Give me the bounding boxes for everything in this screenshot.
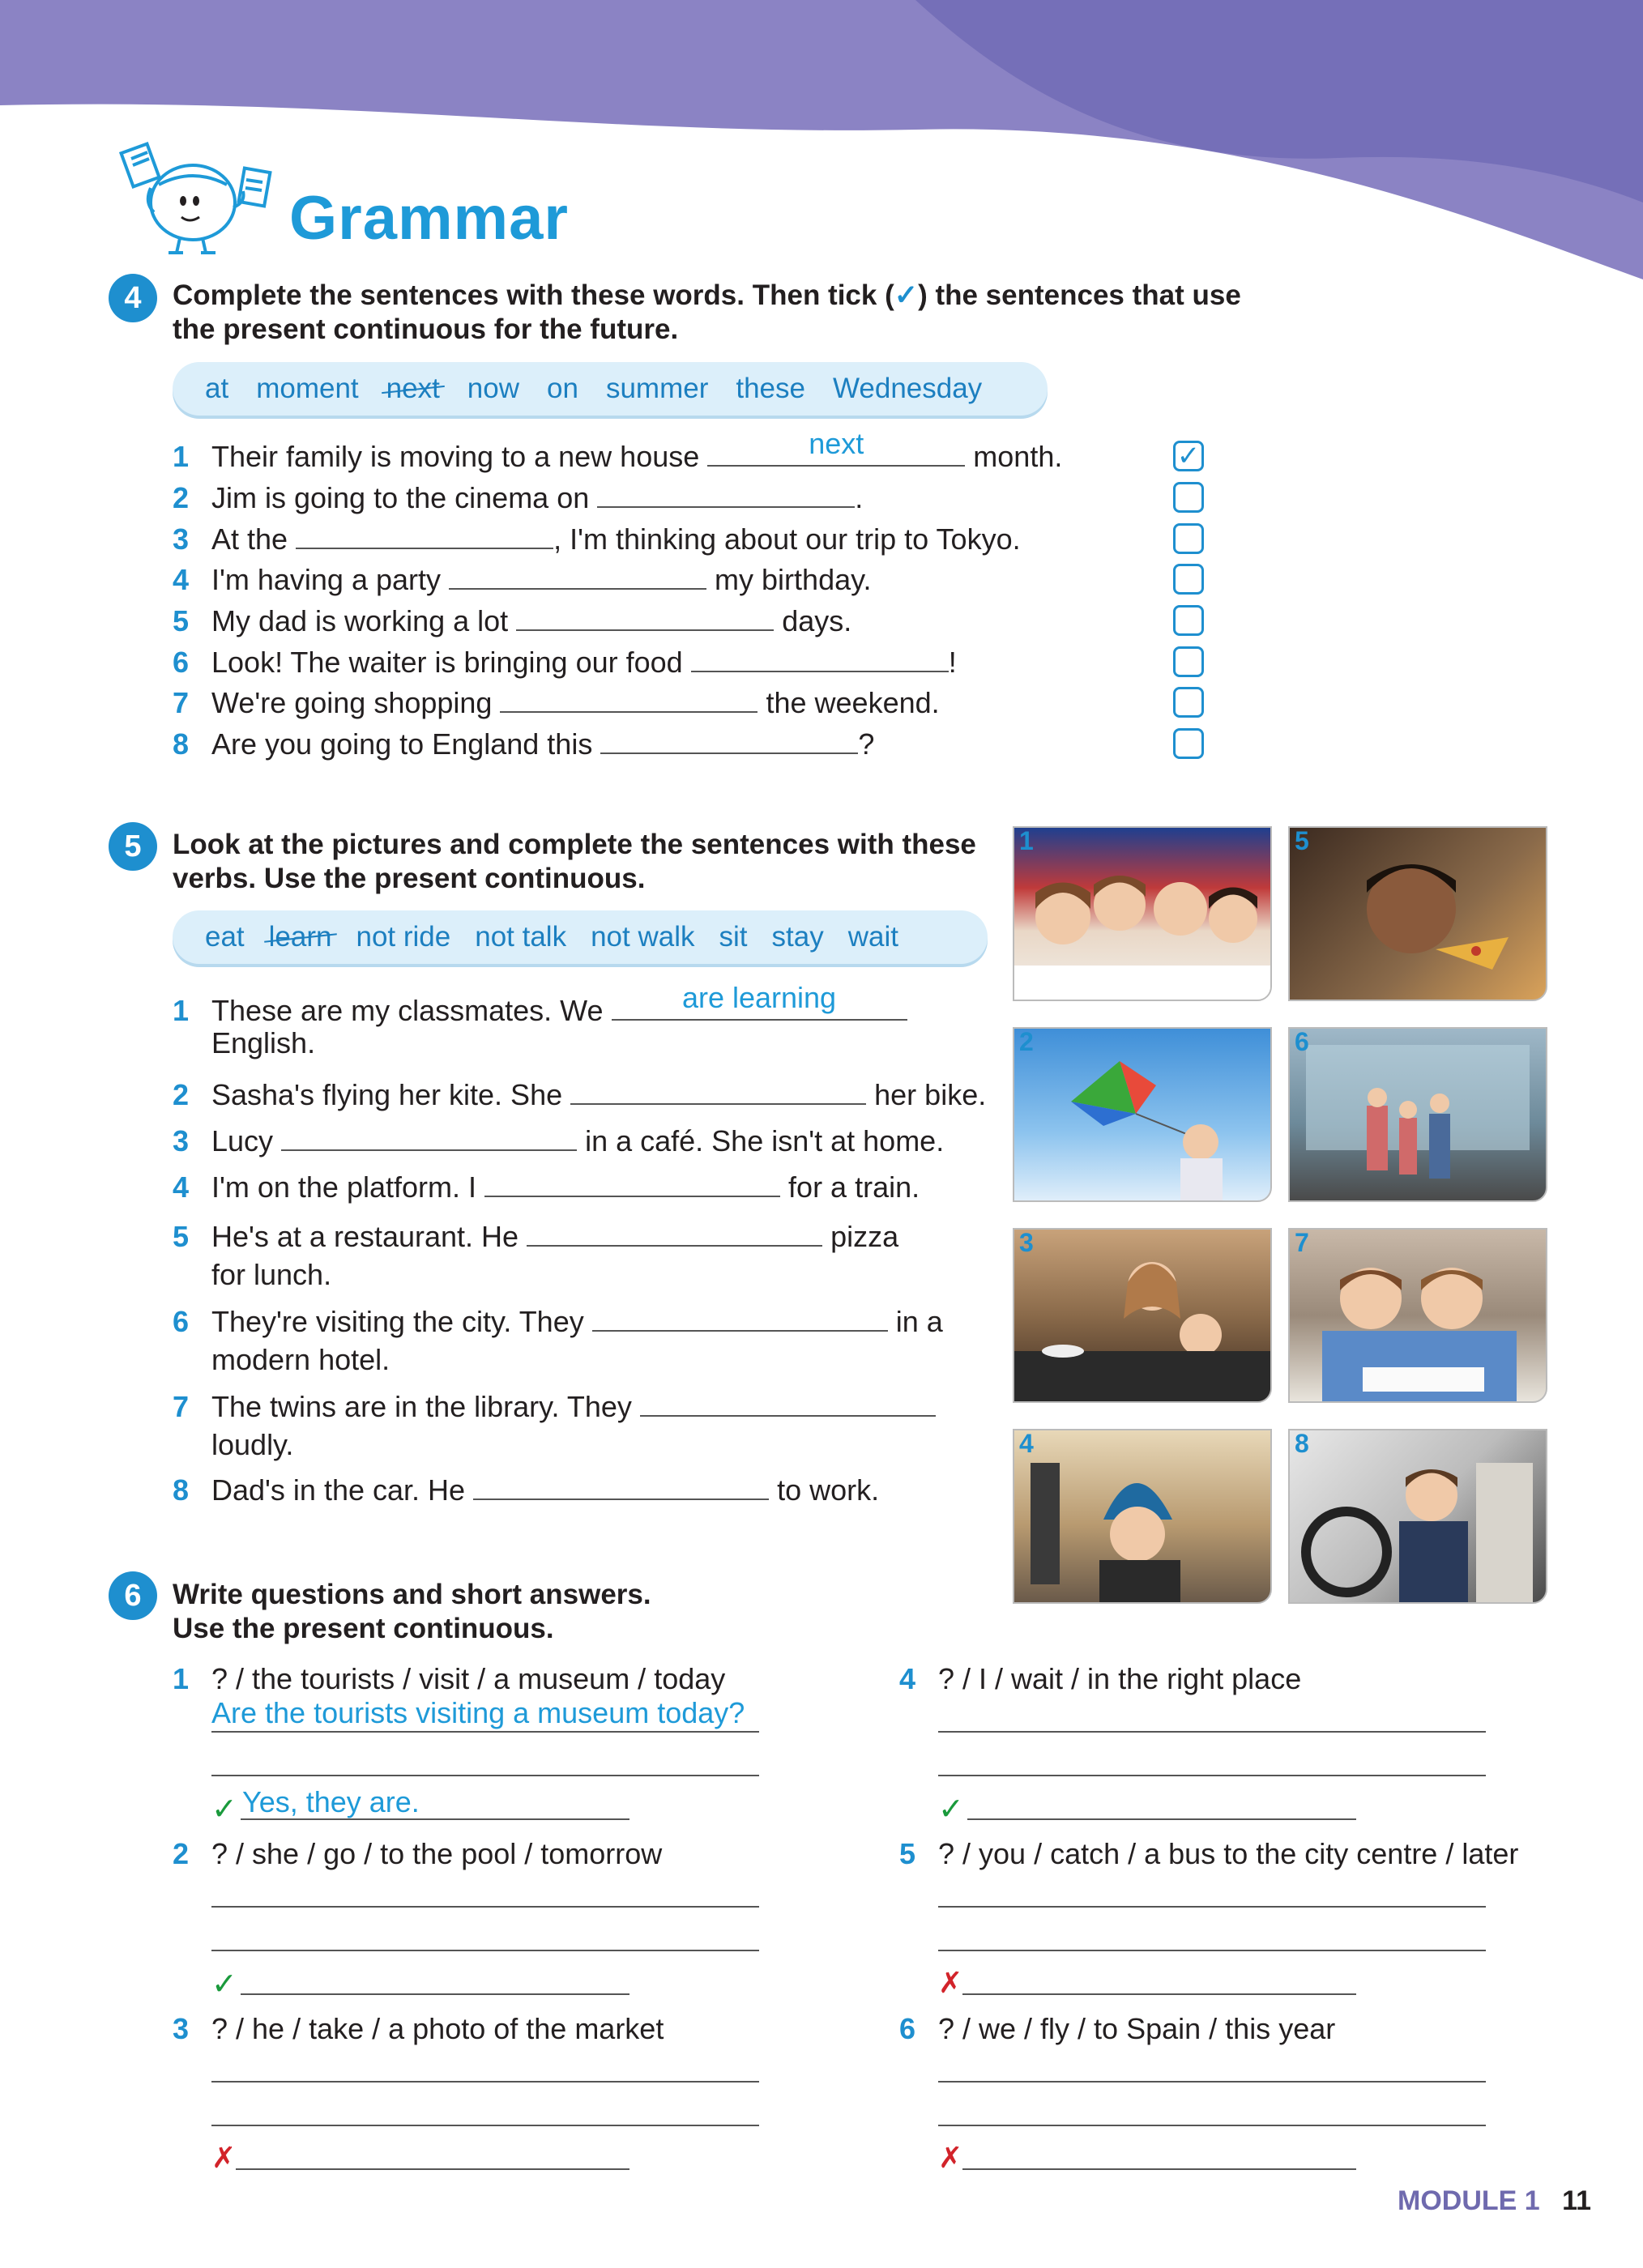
question-item [173, 1837, 663, 2002]
word-bank-item: summer [605, 373, 709, 404]
sentence-row [173, 1217, 898, 1294]
sentence-text: month. [973, 440, 1063, 473]
photo-classmates-learning [1013, 826, 1272, 1001]
answer-blank[interactable] [592, 1306, 888, 1332]
sentence-row [173, 564, 871, 596]
exercise-number-badge: 5 [109, 822, 157, 871]
answer-blank[interactable] [281, 1125, 577, 1151]
sentence-text: loudly. [211, 1428, 294, 1461]
answer-blank[interactable] [570, 1079, 866, 1105]
sentence-row [173, 646, 957, 679]
sentence-text: days. [782, 604, 852, 637]
word-bank-item: now [467, 373, 520, 404]
sentence-text: Dad's in the car. He [211, 1473, 466, 1507]
word-bank-item: Wednesday [832, 373, 983, 404]
sentence-row [173, 728, 874, 761]
writing-line[interactable] [211, 2081, 759, 2083]
writing-line[interactable] [211, 1775, 759, 1776]
exercise-instruction [173, 828, 976, 896]
item-number: 4 [173, 1170, 190, 1204]
sentence-text: in a [895, 1305, 943, 1338]
writing-line[interactable] [938, 2125, 1486, 2126]
check-icon: ✓ [1176, 441, 1201, 471]
writing-line[interactable] [211, 1731, 759, 1733]
item-number: 3 [173, 1124, 190, 1157]
writing-line[interactable] [938, 1906, 1486, 1908]
picture-number: 6 [1295, 1027, 1309, 1056]
item-number: 3 [173, 522, 190, 556]
answer-blank[interactable] [691, 646, 949, 672]
writing-line[interactable] [211, 2125, 759, 2126]
sentence-row [173, 1474, 879, 1507]
sentence-text: for a train. [788, 1170, 920, 1204]
sentence-text: At the [211, 522, 288, 556]
item-number: 2 [173, 1837, 190, 1870]
word-bank-item: stay [771, 921, 824, 953]
answer-blank[interactable] [612, 981, 907, 1021]
word-bank [173, 362, 1048, 416]
writing-line[interactable] [938, 1775, 1486, 1776]
prompt-text: ? / I / wait / in the right place [938, 1662, 1302, 1695]
question-item [899, 2012, 1336, 2174]
item-number: 8 [173, 1473, 190, 1507]
prompt-text: ? / the tourists / visit / a museum / today [211, 1662, 726, 1695]
answer-text: are learning [681, 981, 837, 1014]
sentence-text: Sasha's flying her kite. She [211, 1078, 563, 1111]
photo-girl-in-cafe [1013, 1228, 1272, 1403]
writing-line[interactable] [938, 2081, 1486, 2083]
question-prompt [173, 1838, 662, 1870]
tick-box-checked[interactable] [1173, 441, 1204, 471]
sentence-text: Their family is moving to a new house [211, 440, 700, 473]
photo-boy-eating-pizza [1288, 826, 1547, 1001]
sentence-text: I'm on the platform. I [211, 1170, 477, 1204]
sentence-text: for lunch. [211, 1258, 332, 1291]
photo-dad-driving-car [1288, 1429, 1547, 1604]
check-icon: ✓ [938, 1793, 964, 1827]
sentence-text: These are my classmates. We [211, 994, 604, 1027]
word-bank-item: sit [719, 921, 748, 953]
sentence-text: her bike. [874, 1078, 987, 1111]
word-bank-item: on [547, 373, 578, 404]
short-answer-text: Yes, they are. [242, 1785, 420, 1818]
question-item [899, 1662, 1302, 1827]
answer-blank[interactable] [640, 1391, 936, 1417]
sentence-text: English. [211, 1026, 316, 1059]
item-number: 1 [173, 994, 190, 1027]
prompt-text: ? / you / catch / a bus to the city centre / later [938, 1837, 1519, 1870]
sentence-text: Look! The waiter is bringing our food [211, 646, 683, 679]
item-number: 5 [899, 1837, 916, 1870]
short-answer-line[interactable] [962, 1993, 1356, 1995]
tick-box[interactable] [1173, 646, 1204, 677]
item-number: 7 [173, 686, 190, 719]
picture-number: 2 [1019, 1027, 1034, 1056]
writing-line[interactable] [938, 1950, 1486, 1951]
prompt-text: ? / we / fly / to Spain / this year [938, 2012, 1336, 2045]
item-number: 8 [173, 727, 190, 761]
picture-number: 5 [1295, 826, 1309, 855]
question-prompt [899, 2013, 1335, 2045]
instruction-text: ) the sentences that use [918, 279, 1241, 311]
answer-blank[interactable] [484, 1171, 780, 1197]
sentence-row [173, 523, 1021, 556]
photo-girl-flying-kite [1013, 1027, 1272, 1202]
word-bank-item: not walk [591, 921, 695, 953]
sentence-row [173, 1388, 936, 1464]
word-bank-item: moment [256, 373, 359, 404]
prompt-text: ? / he / take / a photo of the market [211, 2012, 664, 2045]
sentence-text: I'm having a party [211, 563, 442, 596]
sentence-row [173, 605, 851, 637]
check-icon: ✓ [211, 1793, 237, 1827]
exercise-number-badge: 6 [109, 1571, 157, 1620]
sentence-text: Are you going to England this [211, 727, 593, 761]
cross-icon: ✗ [211, 2141, 237, 2174]
tick-glyph: ✓ [894, 279, 919, 311]
word-bank-item: wait [847, 921, 898, 953]
word-bank-item: these [736, 373, 805, 404]
sentence-text: The twins are in the library. They [211, 1390, 632, 1423]
sentence-text: to work. [777, 1473, 880, 1507]
exercise-number-badge: 4 [109, 274, 157, 322]
sentence-row [173, 1125, 944, 1157]
sentence-text: . [855, 481, 864, 514]
sentence-text: ? [858, 727, 875, 761]
cross-icon: ✗ [938, 1966, 963, 1999]
item-number: 3 [173, 2012, 190, 2045]
prompt-text: ? / she / go / to the pool / tomorrow [211, 1837, 663, 1870]
item-number: 4 [173, 563, 190, 596]
sentence-row [173, 1302, 943, 1379]
instruction-text: Use the present continuous. [173, 1613, 554, 1644]
item-number: 7 [173, 1390, 190, 1423]
tick-box[interactable] [1173, 564, 1204, 595]
sentence-text: the weekend. [766, 686, 940, 719]
answer-blank[interactable] [500, 687, 757, 713]
word-bank-item: eat [205, 921, 245, 953]
sentence-text: , I'm thinking about our trip to Tokyo. [553, 522, 1021, 556]
short-answer-line[interactable] [236, 2168, 629, 2170]
sentence-text: We're going shopping [211, 686, 493, 719]
answer-blank[interactable] [527, 1221, 822, 1247]
photo-family-at-hotel [1288, 1027, 1547, 1202]
picture-number: 1 [1019, 826, 1034, 855]
cross-icon: ✗ [938, 2141, 963, 2174]
photo-twins-in-library [1288, 1228, 1547, 1403]
answer-blank[interactable] [296, 523, 553, 549]
exercise-instruction [173, 279, 1241, 347]
sentence-text: in a café. She isn't at home. [585, 1124, 945, 1157]
question-item [173, 2012, 664, 2174]
question-prompt [173, 2013, 664, 2045]
question-prompt [173, 1663, 725, 1695]
exercise-instruction [173, 1578, 651, 1646]
sentence-text: Jim is going to the cinema on [211, 481, 590, 514]
answer-blank[interactable] [473, 1474, 769, 1500]
writing-line[interactable] [211, 1906, 759, 1908]
writing-line[interactable] [938, 1731, 1486, 1733]
check-icon: ✓ [211, 1967, 237, 2002]
question-item [899, 1837, 1519, 1999]
question-item [173, 1662, 745, 1827]
instruction-text: the present continuous for the future. [173, 313, 679, 345]
page-footer [1398, 2185, 1591, 2217]
short-answer-line[interactable] [241, 1818, 629, 1820]
tick-box[interactable] [1173, 728, 1204, 759]
word-bank-item: at [205, 373, 229, 404]
tick-box[interactable] [1173, 482, 1204, 513]
item-number: 6 [173, 646, 190, 679]
writing-line[interactable] [211, 1950, 759, 1951]
item-number: 5 [173, 604, 190, 637]
picture-number: 7 [1295, 1228, 1309, 1257]
picture-grid [1013, 826, 1556, 1604]
answer-blank[interactable] [449, 564, 706, 590]
module-label: MODULE 1 [1398, 2185, 1540, 2216]
short-answer-line[interactable] [962, 2168, 1356, 2170]
answer-blank[interactable] [597, 482, 855, 508]
item-number: 2 [173, 481, 190, 514]
sentence-text: ! [948, 646, 957, 679]
word-bank-item: not ride [356, 921, 451, 953]
page-title: Grammar [289, 184, 569, 253]
tick-box[interactable] [1173, 687, 1204, 718]
sentence-text: Lucy [211, 1124, 274, 1157]
instruction-text: Write questions and short answers. [173, 1579, 651, 1610]
sentence-text: He's at a restaurant. He [211, 1220, 519, 1253]
mascot-reading-icon [112, 138, 282, 259]
item-number: 5 [173, 1220, 190, 1253]
question-prompt [899, 1663, 1301, 1695]
tick-box[interactable] [1173, 523, 1204, 554]
photo-boy-on-platform [1013, 1429, 1272, 1604]
sentence-text: pizza [830, 1220, 899, 1253]
item-number: 1 [173, 1662, 190, 1695]
item-number: 4 [899, 1662, 916, 1695]
answer-blank[interactable] [707, 427, 965, 467]
item-number: 1 [173, 440, 190, 473]
instruction-text: Complete the sentences with these words. Then tick ( [173, 279, 894, 311]
picture-number: 8 [1295, 1429, 1309, 1458]
sentence-row [173, 482, 863, 514]
picture-number: 4 [1019, 1429, 1034, 1458]
word-bank-item: not talk [475, 921, 567, 953]
instruction-text: verbs. Use the present continuous. [173, 863, 646, 894]
item-number: 6 [899, 2012, 916, 2045]
sentence-row [173, 1079, 986, 1111]
answer-blank[interactable] [600, 728, 858, 754]
instruction-text: Look at the pictures and complete the sentences with these [173, 829, 976, 860]
tick-box[interactable] [1173, 605, 1204, 636]
picture-number: 3 [1019, 1228, 1034, 1257]
sentence-text: My dad is working a lot [211, 604, 509, 637]
sentence-row [173, 427, 1063, 473]
sentence-text: modern hotel. [211, 1343, 390, 1376]
sentence-row [173, 981, 907, 1059]
word-bank-item-used: learn [268, 921, 332, 953]
item-number: 2 [173, 1078, 190, 1111]
item-number: 6 [173, 1305, 190, 1338]
page-number: 11 [1562, 2185, 1592, 2216]
sentence-text: They're visiting the city. They [211, 1305, 584, 1338]
short-answer-line[interactable] [241, 1993, 629, 1995]
word-bank-item-used: next [386, 373, 440, 404]
answer-text: next [809, 427, 864, 460]
question-answer: Are the tourists visiting a museum today? [211, 1696, 745, 1729]
answer-blank[interactable] [516, 605, 774, 631]
sentence-row [173, 687, 940, 719]
sentence-text: my birthday. [715, 563, 872, 596]
sentence-row [173, 1171, 920, 1204]
word-bank [173, 910, 988, 964]
question-prompt [899, 1838, 1518, 1870]
short-answer-line[interactable] [967, 1818, 1356, 1820]
